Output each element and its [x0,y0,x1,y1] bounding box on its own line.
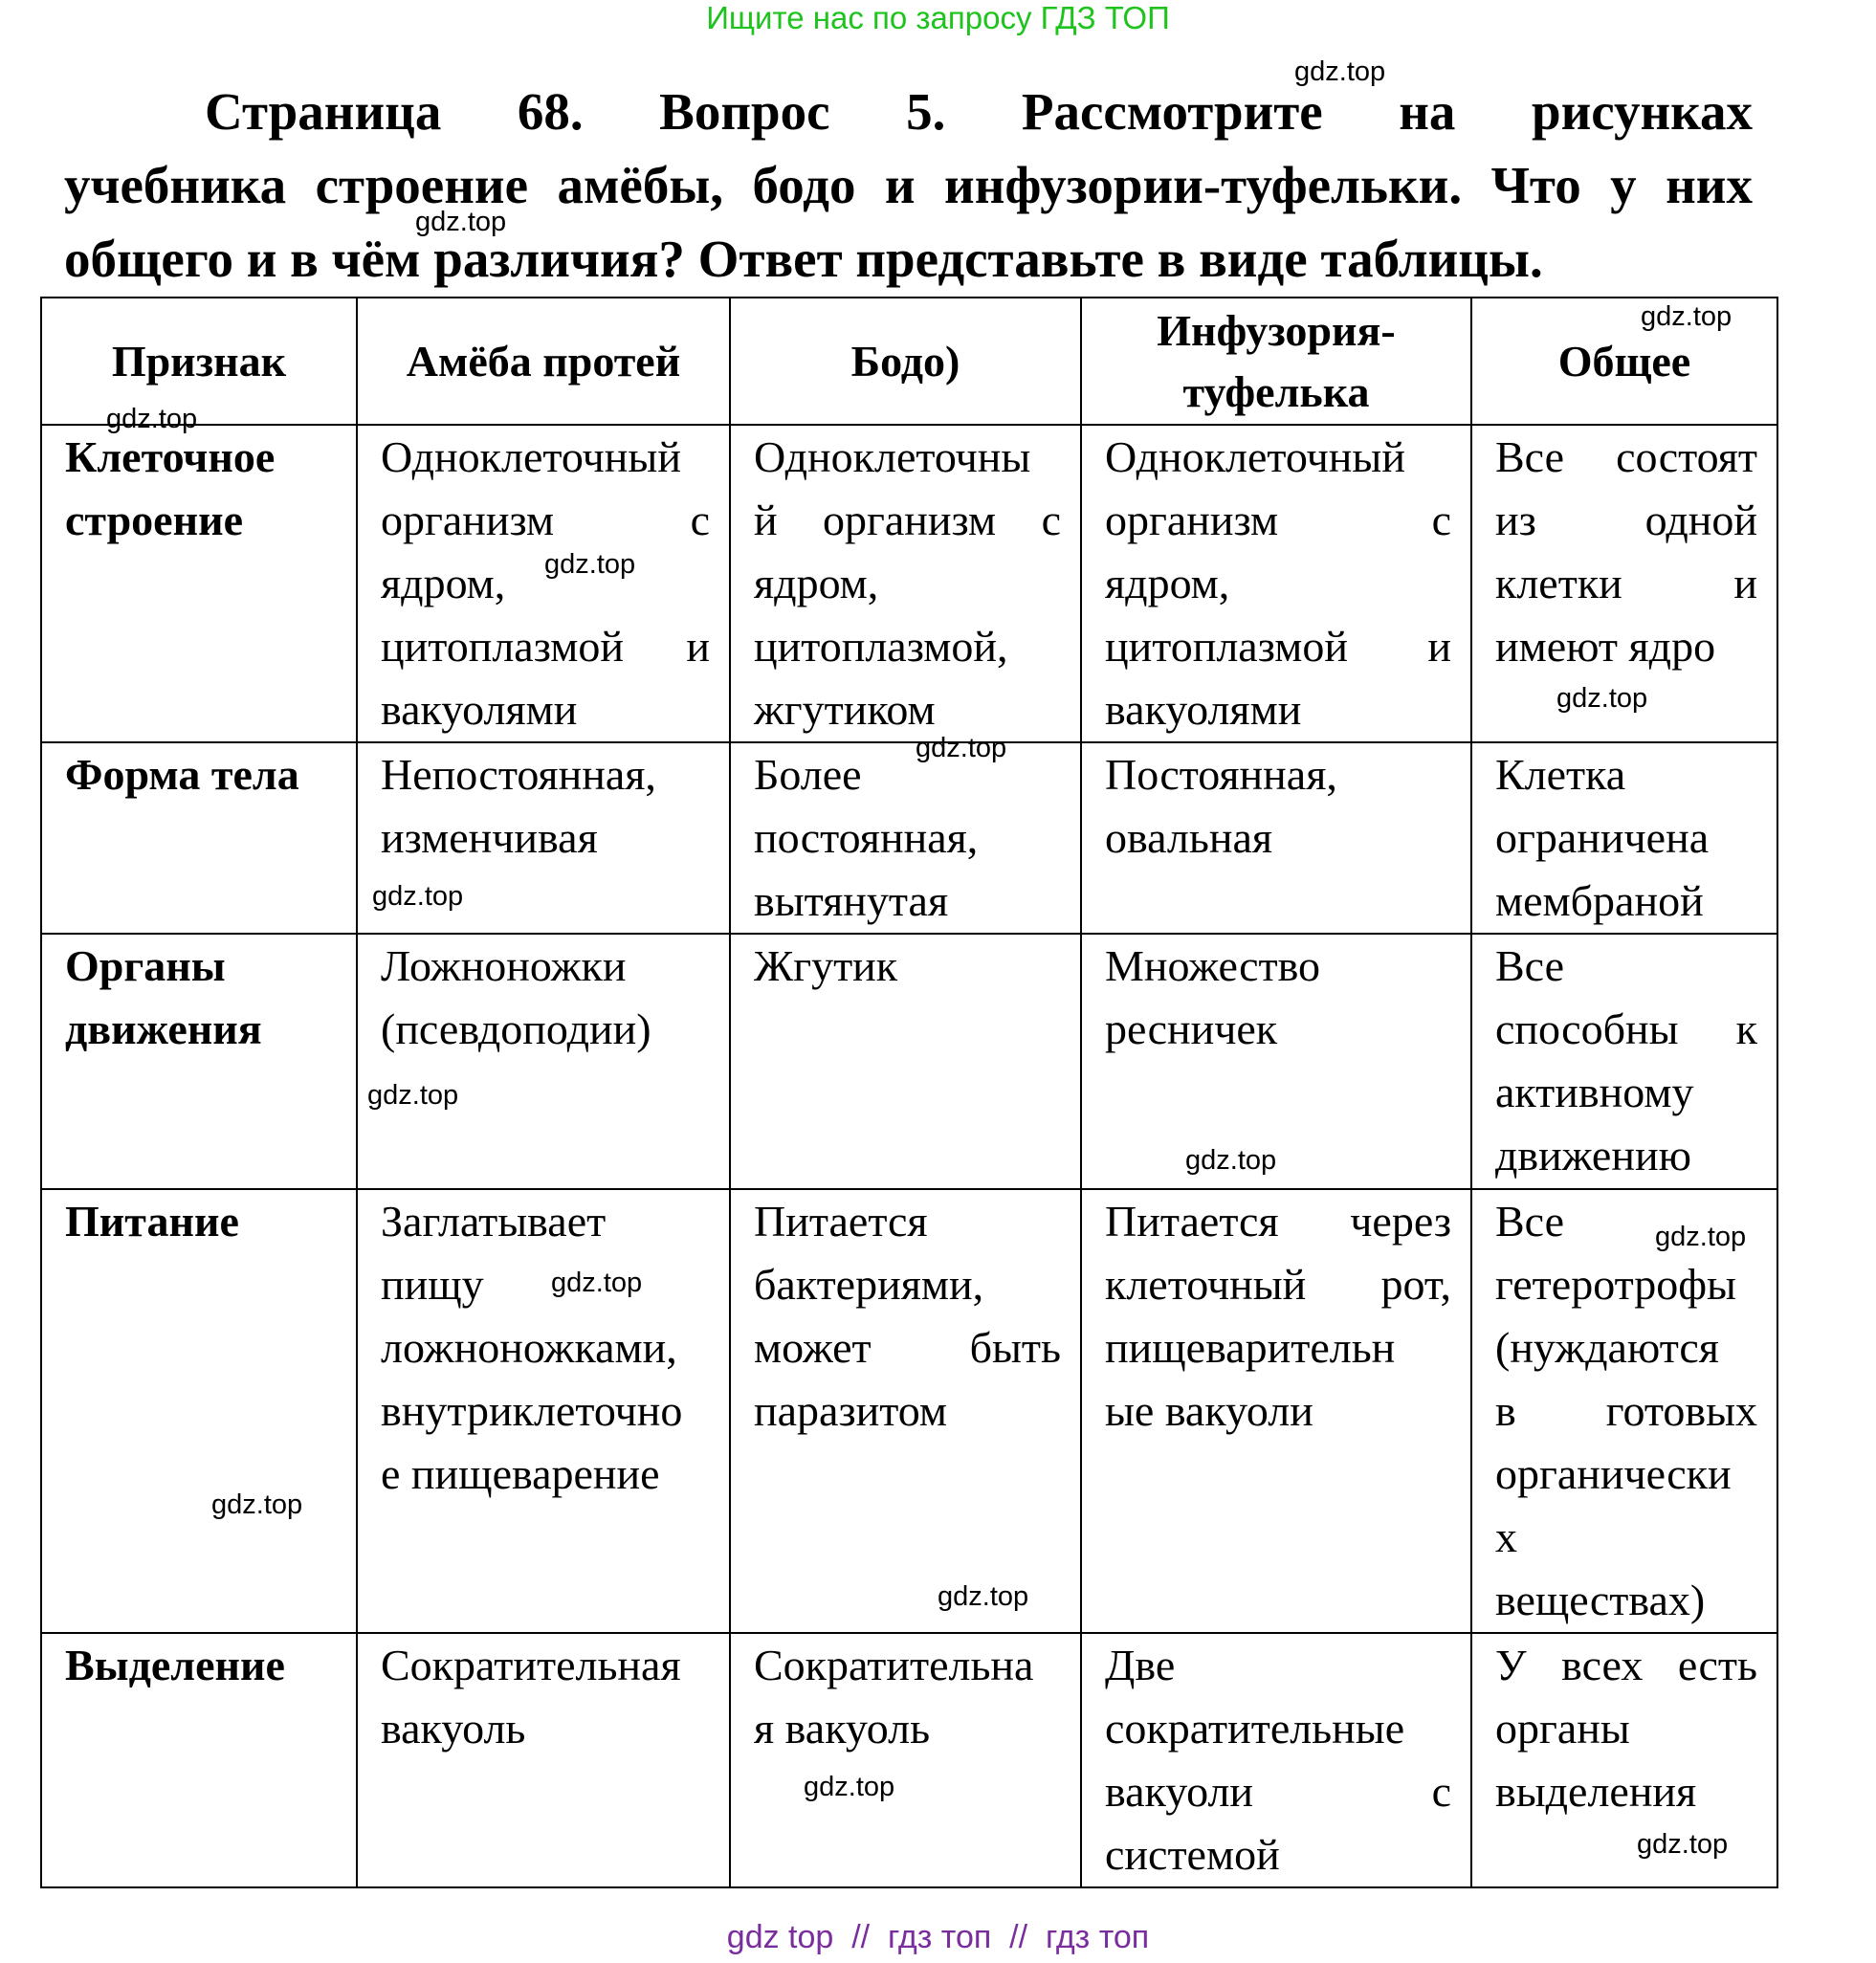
cell-line: цитоплазмой и [1105,622,1451,671]
watermark: gdz.top [1294,56,1386,87]
cell-line: Клетка [1495,750,1626,799]
cell-line: бактериями, [754,1260,984,1309]
watermark: gdz.top [211,1489,303,1520]
watermark: gdz.top [1637,1829,1729,1860]
cell-line: вакуолями [381,685,578,734]
table-cell [357,934,730,1189]
cell-line: Все [1495,1197,1565,1246]
cell-line: Жгутик [754,941,898,990]
cell-line: У всех есть [1495,1641,1757,1689]
cell-line: внутриклеточно [381,1386,683,1435]
table-cell [1471,1633,1777,1887]
cell-line: органически [1495,1449,1732,1498]
cell-line: Одноклеточный [381,432,681,481]
cell-line: паразитом [754,1386,947,1435]
cell-line: цитоплазмой и [381,622,710,671]
feature-cell [41,934,357,1189]
watermark: gdz.top [1655,1222,1747,1252]
cell-line: органы [1495,1704,1630,1753]
table-cell [730,934,1081,1189]
table-cell [730,1633,1081,1887]
cell-line: активному [1495,1068,1694,1116]
cell-line: мембраной [1495,876,1704,925]
table-cell [1081,1189,1471,1633]
header-line: Бодо) [850,336,960,386]
header-line: Признак [111,336,287,386]
cell-line: Органы [65,941,226,990]
table-cell [730,425,1081,742]
cell-line: ядром, [1105,559,1230,607]
cell-line: х [1495,1512,1517,1561]
table-row [41,934,1777,1189]
cell-line: Выделение [65,1641,285,1689]
table-cell [730,1189,1081,1633]
title-line: Страница 68. Вопрос 5. Рассмотрите на рисунках [205,82,1753,141]
cell-line: Заглатывает [381,1197,607,1246]
table-cell [1471,934,1777,1189]
question-title [64,75,1753,296]
table-cell [730,742,1081,934]
watermark: gdz.top [415,207,507,237]
header-line: Инфузория- [1157,305,1396,355]
column-header [1081,298,1471,425]
watermark: gdz.top [106,404,198,434]
cell-line: клетки и [1495,559,1757,607]
title-line: учебника строение амёбы, бодо и инфузории-туфельки. Что у них [64,156,1753,214]
table-cell [1081,742,1471,934]
table-cell [1081,425,1471,742]
cell-line: Множество [1105,941,1321,990]
column-header [357,298,730,425]
watermark: gdz.top [916,733,1007,763]
cell-line: Две [1105,1641,1176,1689]
cell-line: Питание [65,1197,239,1246]
cell-line: жгутиком [754,685,936,734]
cell-line: ядром, [754,559,879,607]
comparison-table [40,297,1778,1888]
cell-line: Питается [754,1197,928,1246]
watermark: gdz.top [1185,1145,1277,1176]
cell-line: ые вакуоли [1105,1386,1313,1435]
cell-line: Непостоянная, [381,750,656,799]
watermark: gdz.top [367,1080,459,1111]
cell-line: цитоплазмой, [754,622,1008,671]
table-cell [1471,742,1777,934]
cell-line: Сократительна [754,1641,1034,1689]
cell-line: е пищеварение [381,1449,660,1498]
cell-line: организм с [381,496,710,544]
cell-line: в готовых [1495,1386,1757,1435]
feature-cell [41,425,357,742]
watermark: gdz.top [804,1772,895,1802]
cell-line: ресничек [1105,1004,1278,1053]
cell-line: гетеротрофы [1495,1260,1736,1309]
cell-line: вакуоль [381,1704,526,1753]
header-line: Общее [1557,336,1691,386]
cell-line: системой [1105,1830,1280,1879]
feature-cell [41,1633,357,1887]
watermark: gdz.top [938,1581,1029,1612]
cell-line: вакуоли с [1105,1767,1451,1816]
cell-line: организм с [1105,496,1451,544]
cell-line: вакуолями [1105,685,1302,734]
feature-cell [41,742,357,934]
header-row [41,298,1777,425]
cell-line: овальная [1105,813,1273,862]
cell-line: движению [1495,1131,1691,1180]
title-line: общего и в чём различия? Ответ представьте в виде таблицы. [64,230,1543,288]
table-row [41,742,1777,934]
cell-line: Сократительная [381,1641,681,1689]
header-line: туфелька [1182,366,1370,416]
table-cell [357,1189,730,1633]
footer-links: gdz top // гдз топ // гдз топ [726,1919,1150,1955]
cell-line: Все состоят [1495,432,1757,481]
cell-line: имеют ядро [1495,622,1716,671]
cell-line: Одноклеточны [754,432,1031,481]
cell-line: выделения [1495,1767,1697,1816]
cell-line: из одной [1495,496,1757,544]
cell-line: Клеточное [65,432,276,481]
cell-line: й организм с [754,496,1061,544]
cell-line: (псевдоподии) [381,1004,651,1053]
cell-line: Все [1495,941,1565,990]
table-cell [1471,1189,1777,1633]
watermark: gdz.top [372,881,464,912]
cell-line: изменчивая [381,813,598,862]
cell-line: я вакуоль [754,1704,931,1753]
cell-line: Одноклеточный [1105,432,1405,481]
cell-line: вытянутая [754,876,949,925]
cell-line: (нуждаются [1495,1323,1719,1372]
feature-cell [41,1189,357,1633]
cell-line: пищеварительн [1105,1323,1396,1372]
cell-line: Ложноножки [381,941,627,990]
watermark: gdz.top [1556,683,1648,714]
cell-line: может быть [754,1323,1061,1372]
column-header [730,298,1081,425]
column-header [41,298,357,425]
cell-line: строение [65,496,243,544]
cell-line: веществах) [1495,1576,1706,1624]
table-row [41,1633,1777,1887]
cell-line: Постоянная, [1105,750,1337,799]
cell-line: движения [65,1004,262,1053]
table-cell [1081,1633,1471,1887]
table-cell [357,425,730,742]
cell-line: ограничена [1495,813,1710,862]
cell-line: Питается через [1105,1197,1451,1246]
table-cell [357,1633,730,1887]
watermark: gdz.top [544,549,636,580]
cell-line: ложноножками, [381,1323,677,1372]
search-hint: Ищите нас по запросу ГДЗ ТОП [706,0,1170,35]
header-line: Амёба протей [406,336,681,386]
cell-line: Форма тела [65,750,299,799]
cell-line: способны к [1495,1004,1757,1053]
cell-line: ядром, [381,559,506,607]
watermark: gdz.top [1641,301,1733,332]
cell-line: Более [754,750,862,799]
cell-line: сократительные [1105,1704,1405,1753]
cell-line: пищу [381,1260,484,1309]
watermark: gdz.top [551,1268,643,1298]
cell-line: клеточный рот, [1105,1260,1451,1309]
cell-line: постоянная, [754,813,979,862]
table-row [41,1189,1777,1633]
table-row [41,425,1777,742]
